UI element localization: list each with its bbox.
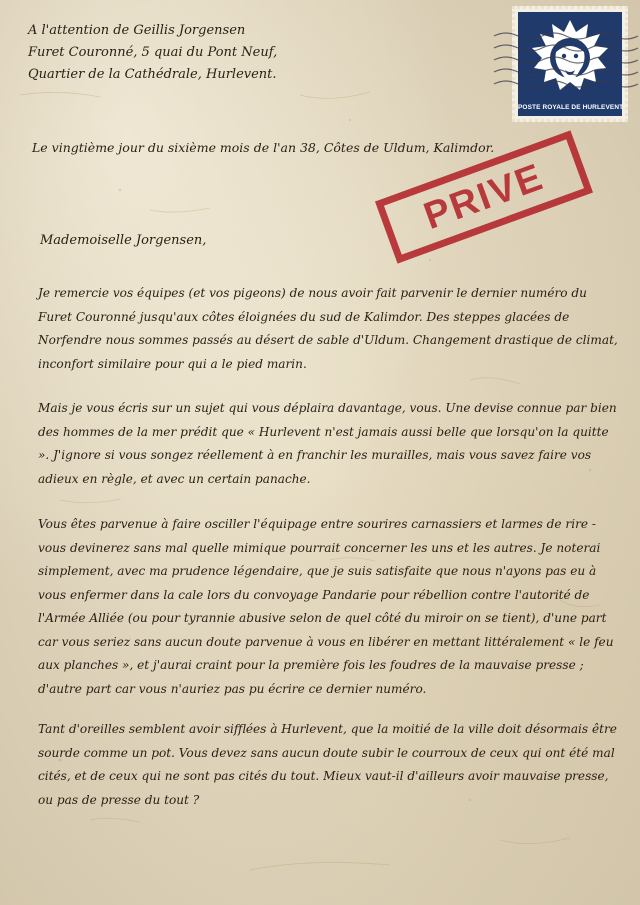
letter-date: Le vingtième jour du sixième mois de l'an 38, Côtes de Uldum, Kalimdor. bbox=[32, 140, 495, 155]
postmark-wave-lines bbox=[490, 14, 640, 114]
salutation: Mademoiselle Jorgensen, bbox=[40, 233, 207, 248]
letter-paragraph: Vous êtes parvenue à faire osciller l'équipage entre sourires carnassiers et larmes de rire - vous devinerez sans mal quelle mimique pourrait concerner les uns et les autres. Je noterai simplement, avec ma prudence légendaire, que je suis satisfaite que nous n'ayons pas eu à vous enfermer dans la cale lors du convoyage Pandarie pour rébellion contre l'autorité de l'Armée Alliée (ou pour tyrannie abusive selon de quel côté du miroir on se tient), d'une part car vous seriez sans aucun doute parvenue à vous en libérer en mettant littéralement « le feu aux planches », et j'aurai craint pour la première fois les foudres de la mauvaise presse ; d'autre part car vous n'auriez pas pu écrire ce dernier numéro. bbox=[38, 517, 614, 696]
recipient-address bbox=[28, 20, 277, 86]
letter-paragraph: Mais je vous écris sur un sujet qui vous déplaira davantage, vous. Une devise connue par bien des hommes de la mer prédit que « Hurlevent n'est jamais aussi belle que lorsqu'on la quitte ». J'ignore si vous songez réellement à en franchir les murailles, mais vous savez faire vos adieux en règle, et avec un certain panache. bbox=[38, 401, 617, 486]
letter-paragraph: Je remercie vos équipes (et vos pigeons) de nous avoir fait parvenir le dernier numéro du Furet Couronné jusqu'aux côtes éloignées du sud de Kalimdor. Des steppes glacées de Norfendre nous sommes passés au désert de sable d'Uldum. Changement drastique de climat, inconfort similaire pour qui a le pied marin. bbox=[38, 286, 618, 371]
stamp-label: POSTE ROYALE DE HURLEVENT bbox=[518, 104, 624, 111]
letter-paragraph: Tant d'oreilles semblent avoir sifflées à Hurlevent, que la moitié de la ville doit désormais être sourde comme un pot. Vous devez sans aucun doute subir le courroux de ceux qui ont été mal cités, et de ceux qui ne sont pas cités du tout. Mieux vaut-il d'ailleurs avoir mauvaise presse, ou pas de presse du tout ? bbox=[38, 722, 617, 807]
address-line-street: Furet Couronné, 5 quai du Pont Neuf, bbox=[28, 45, 278, 60]
private-stamp-text: PRIVE bbox=[418, 156, 550, 238]
address-line-district: Quartier de la Cathédrale, Hurlevent. bbox=[28, 67, 277, 82]
address-line-recipient: A l'attention de Geillis Jorgensen bbox=[28, 23, 246, 38]
